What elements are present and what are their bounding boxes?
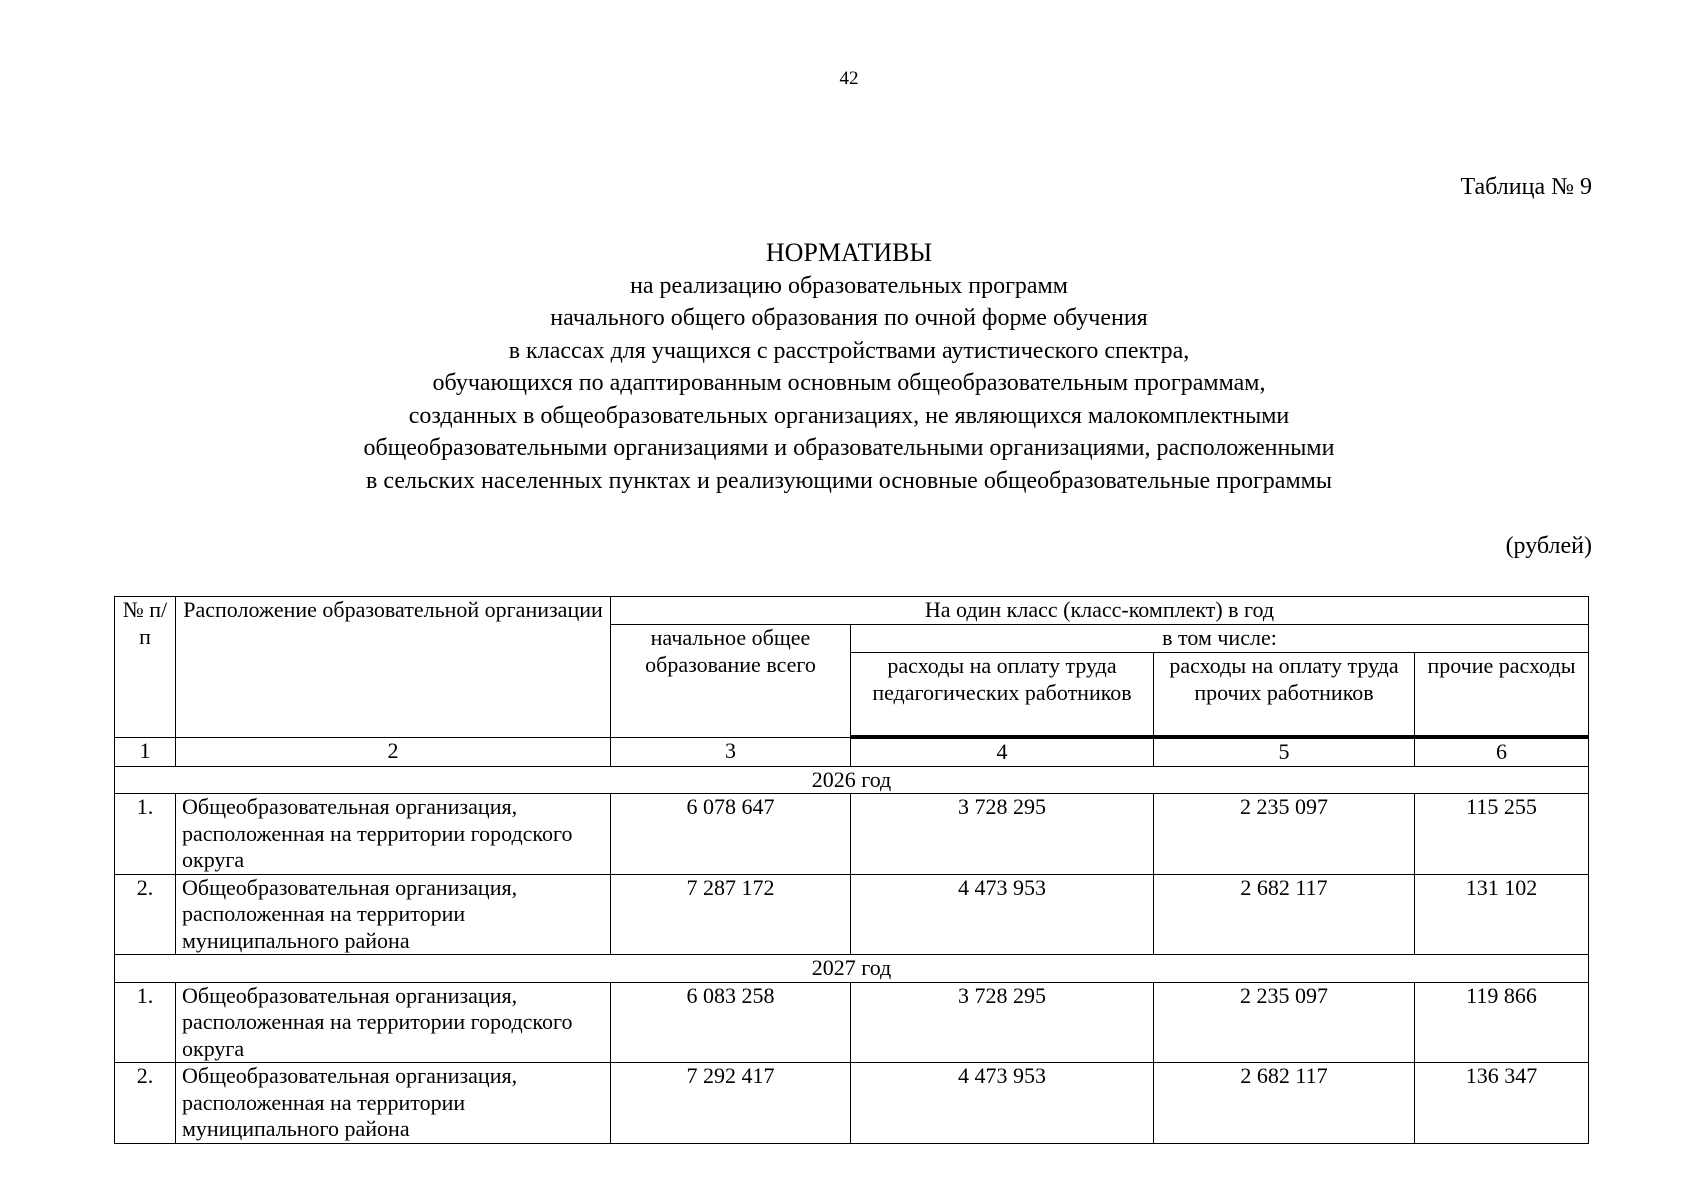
title-line: начального общего образования по очной форме обучения xyxy=(550,305,1148,331)
row-location: Общеобразовательная организация, расположенная на территории муниципального района xyxy=(176,1063,611,1144)
title-line: созданных в общеобразовательных организациях, не являющихся малокомплектными xyxy=(408,402,1290,429)
row-misc: 115 255 xyxy=(1415,794,1589,875)
document-title xyxy=(0,237,1698,497)
table-row xyxy=(115,874,1589,955)
table-label: Таблица № 9 xyxy=(1460,174,1592,200)
title-line: на реализацию образовательных программ xyxy=(630,272,1068,299)
title-line: в сельских населенных пунктах и реализующими основные общеобразовательные программы xyxy=(366,467,1332,494)
row-total: 7 292 417 xyxy=(611,1063,851,1144)
header-num: № п/п xyxy=(115,597,176,738)
row-number: 2. xyxy=(115,1063,176,1144)
header-teachers: расходы на оплату труда педагогических работников xyxy=(851,653,1154,738)
title-line: в классах для учащихся с расстройствами аутистического спектра, xyxy=(508,337,1190,364)
header-group-per-class: На один класс (класс-комплект) в год xyxy=(611,597,1589,625)
column-number: 6 xyxy=(1415,737,1589,766)
row-number: 1. xyxy=(115,982,176,1063)
year-label: 2026 год xyxy=(115,766,1589,794)
row-number: 2. xyxy=(115,874,176,955)
table-row xyxy=(115,982,1589,1063)
row-teachers: 3 728 295 xyxy=(851,794,1154,875)
year-row xyxy=(115,766,1589,794)
column-number: 4 xyxy=(851,737,1154,766)
row-location: Общеобразовательная организация, расположенная на территории муниципального района xyxy=(176,874,611,955)
column-numbers-row xyxy=(115,737,1589,766)
row-teachers: 4 473 953 xyxy=(851,1063,1154,1144)
row-others: 2 682 117 xyxy=(1154,874,1415,955)
row-total: 6 083 258 xyxy=(611,982,851,1063)
column-number: 5 xyxy=(1154,737,1415,766)
row-misc: 119 866 xyxy=(1415,982,1589,1063)
row-misc: 136 347 xyxy=(1415,1063,1589,1144)
row-misc: 131 102 xyxy=(1415,874,1589,955)
table-row xyxy=(115,1063,1589,1144)
year-label: 2027 год xyxy=(115,955,1589,983)
title-line: обучающихся по адаптированным основным общеобразовательным программам, xyxy=(432,370,1266,396)
column-number: 1 xyxy=(115,737,176,766)
row-others: 2 682 117 xyxy=(1154,1063,1415,1144)
units-label: (рублей) xyxy=(1505,533,1592,559)
column-number: 3 xyxy=(611,737,851,766)
norms-table xyxy=(114,596,1589,1144)
row-location: Общеобразовательная организация, расположенная на территории городского округа xyxy=(176,982,611,1063)
year-row xyxy=(115,955,1589,983)
header-group-including: в том числе: xyxy=(851,625,1589,653)
column-number: 2 xyxy=(176,737,611,766)
title-heading: НОРМАТИВЫ xyxy=(765,238,933,267)
header-others: расходы на оплату труда прочих работников xyxy=(1154,653,1415,738)
row-others: 2 235 097 xyxy=(1154,982,1415,1063)
row-location: Общеобразовательная организация, расположенная на территории городского округа xyxy=(176,794,611,875)
row-teachers: 3 728 295 xyxy=(851,982,1154,1063)
row-teachers: 4 473 953 xyxy=(851,874,1154,955)
title-line: общеобразовательными организациями и образовательными организациями, расположенными xyxy=(363,435,1335,461)
table-row xyxy=(115,794,1589,875)
row-total: 6 078 647 xyxy=(611,794,851,875)
header-total: начальное общее образование всего xyxy=(611,625,851,738)
header-misc: прочие расходы xyxy=(1415,653,1589,738)
header-location: Расположение образовательной организации xyxy=(176,597,611,738)
row-number: 1. xyxy=(115,794,176,875)
row-total: 7 287 172 xyxy=(611,874,851,955)
row-others: 2 235 097 xyxy=(1154,794,1415,875)
page-number: 42 xyxy=(839,68,859,89)
